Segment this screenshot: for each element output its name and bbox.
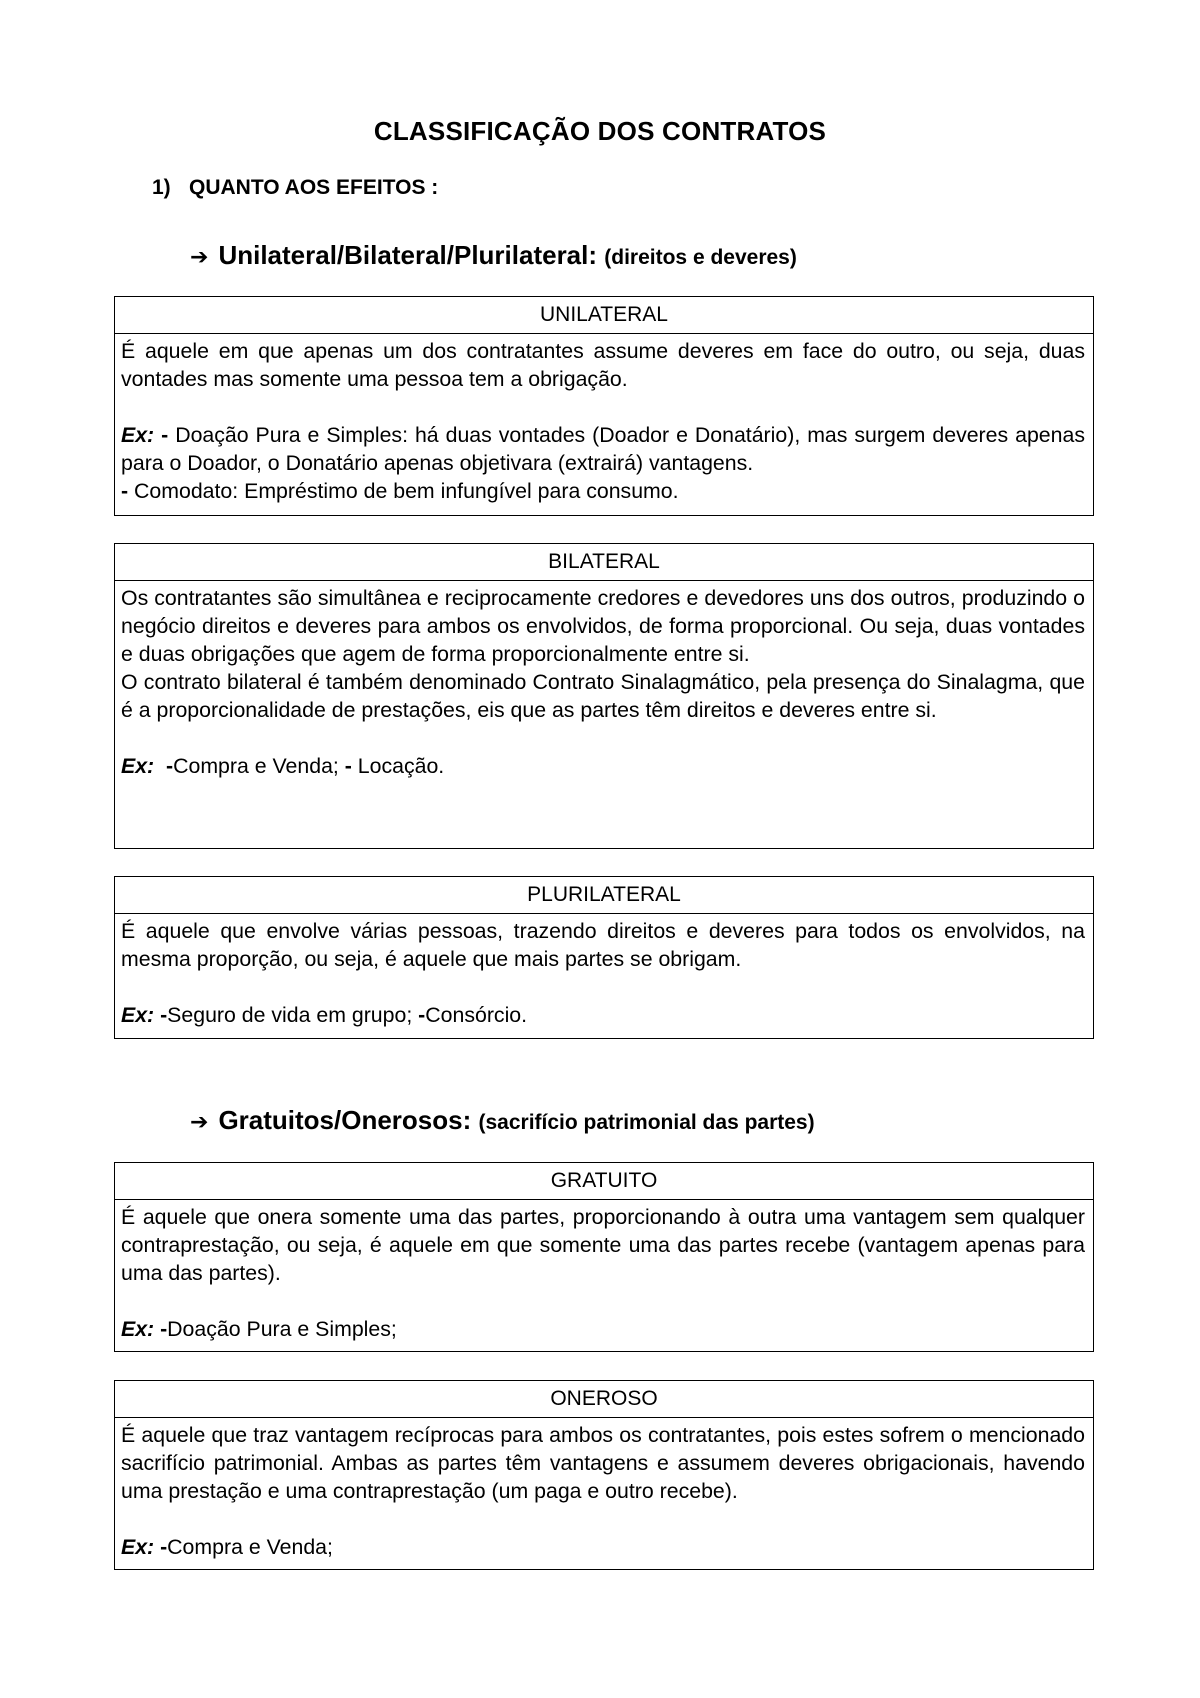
subheading-note: (direitos e deveres) xyxy=(604,246,797,269)
definition-text: O contrato bilateral é também denominado Contrato Sinalagmático, pela presença do Sinalagma, que é a proporcionalidade de prestações, eis que as partes têm direitos e deveres entre si. xyxy=(121,670,1085,722)
box-header: UNILATERAL xyxy=(115,297,1093,334)
example-dash: - xyxy=(154,1003,168,1027)
definition-text: É aquele em que apenas um dos contratantes assume deveres em face do outro, ou seja, duas vontades mas somente uma pessoa tem a obrigação. xyxy=(121,339,1085,391)
arrow-right-icon: ➔ xyxy=(190,1110,209,1135)
example-label: Ex: xyxy=(121,1003,155,1027)
subheading-gratuitos-onerosos xyxy=(190,1105,815,1136)
page-title: CLASSIFICAÇÃO DOS CONTRATOS xyxy=(373,116,827,146)
definition-text: É aquele que traz vantagem recíprocas para ambos os contratantes, pois estes sofrem o mencionado sacrifício patrimonial. Ambas as partes têm vantagens e assumem deveres obrigacionais, havendo uma prestação e uma contraprestação (um paga e outro recebe). xyxy=(121,1423,1085,1503)
box-body xyxy=(115,334,1093,509)
box-body xyxy=(115,1418,1093,1565)
example-text: Compra e Venda; xyxy=(167,1535,333,1559)
box-header: ONEROSO xyxy=(115,1381,1093,1418)
box-unilateral xyxy=(114,296,1094,516)
example-dash: - xyxy=(154,754,174,778)
box-header: PLURILATERAL xyxy=(115,877,1093,914)
example-dash: - xyxy=(154,1535,168,1559)
example-dash: - xyxy=(154,423,176,447)
example-dash: - xyxy=(344,754,358,778)
example-line xyxy=(121,421,1085,477)
example-label: Ex: xyxy=(121,423,155,447)
example-text: Comodato: Empréstimo de bem infungível para consumo. xyxy=(134,479,679,503)
subheading-title: Gratuitos/Onerosos: xyxy=(218,1105,472,1135)
example-line xyxy=(121,752,1085,780)
definition-text: É aquele que envolve várias pessoas, trazendo direitos e deveres para todos os envolvidos, na mesma proporção, ou seja, é aquele que mais partes se obrigam. xyxy=(121,919,1085,971)
example-text: Compra e Venda; xyxy=(173,754,345,778)
example-line xyxy=(121,1315,1085,1343)
subheading-unilateral-bilateral-plurilateral xyxy=(190,240,797,271)
example-line xyxy=(121,1001,1085,1029)
example-text: Locação. xyxy=(357,754,445,778)
section-number: 1) xyxy=(152,176,171,199)
example-line xyxy=(121,477,1085,505)
example-text: Doação Pura e Simples; xyxy=(167,1317,397,1341)
section-label: QUANTO AOS EFEITOS : xyxy=(189,176,439,199)
example-text: Doação Pura e Simples: há duas vontades (Doador e Donatário), mas surgem deveres apenas para o Doador, o Donatário apenas objetivara (extrairá) vantagens. xyxy=(121,423,1085,475)
box-header: GRATUITO xyxy=(115,1163,1093,1200)
example-label: Ex: xyxy=(121,754,155,778)
example-text: Consórcio. xyxy=(425,1003,528,1027)
box-oneroso xyxy=(114,1380,1094,1570)
example-text: Seguro de vida em grupo; xyxy=(167,1003,419,1027)
box-body xyxy=(115,1200,1093,1347)
subheading-title: Unilateral/Bilateral/Plurilateral: xyxy=(218,240,598,270)
box-body xyxy=(115,914,1093,1033)
definition-text: Os contratantes são simultânea e reciprocamente credores e devedores uns dos outros, produzindo o negócio direitos e deveres para ambos os envolvidos, de forma proporcional. Ou seja, duas vontades e duas obrigações que agem de forma proporcionalmente entre si. xyxy=(121,586,1085,666)
example-dash: - xyxy=(121,479,135,503)
subheading-note: (sacrifício patrimonial das partes) xyxy=(478,1111,815,1134)
example-label: Ex: xyxy=(121,1535,155,1559)
example-line xyxy=(121,1533,1085,1561)
box-body xyxy=(115,581,1093,784)
box-plurilateral xyxy=(114,876,1094,1039)
definition-text: É aquele que onera somente uma das partes, proporcionando à outra uma vantagem sem qualquer contraprestação, ou seja, é aquele em que somente uma das partes recebe (vantagem apenas para uma das partes). xyxy=(121,1205,1085,1285)
box-gratuito xyxy=(114,1162,1094,1352)
example-dash: - xyxy=(154,1317,168,1341)
box-header: BILATERAL xyxy=(115,544,1093,581)
example-dash: - xyxy=(418,1003,426,1027)
section-heading-efeitos xyxy=(152,176,438,200)
example-label: Ex: xyxy=(121,1317,155,1341)
box-bilateral xyxy=(114,543,1094,849)
arrow-right-icon: ➔ xyxy=(190,245,209,270)
